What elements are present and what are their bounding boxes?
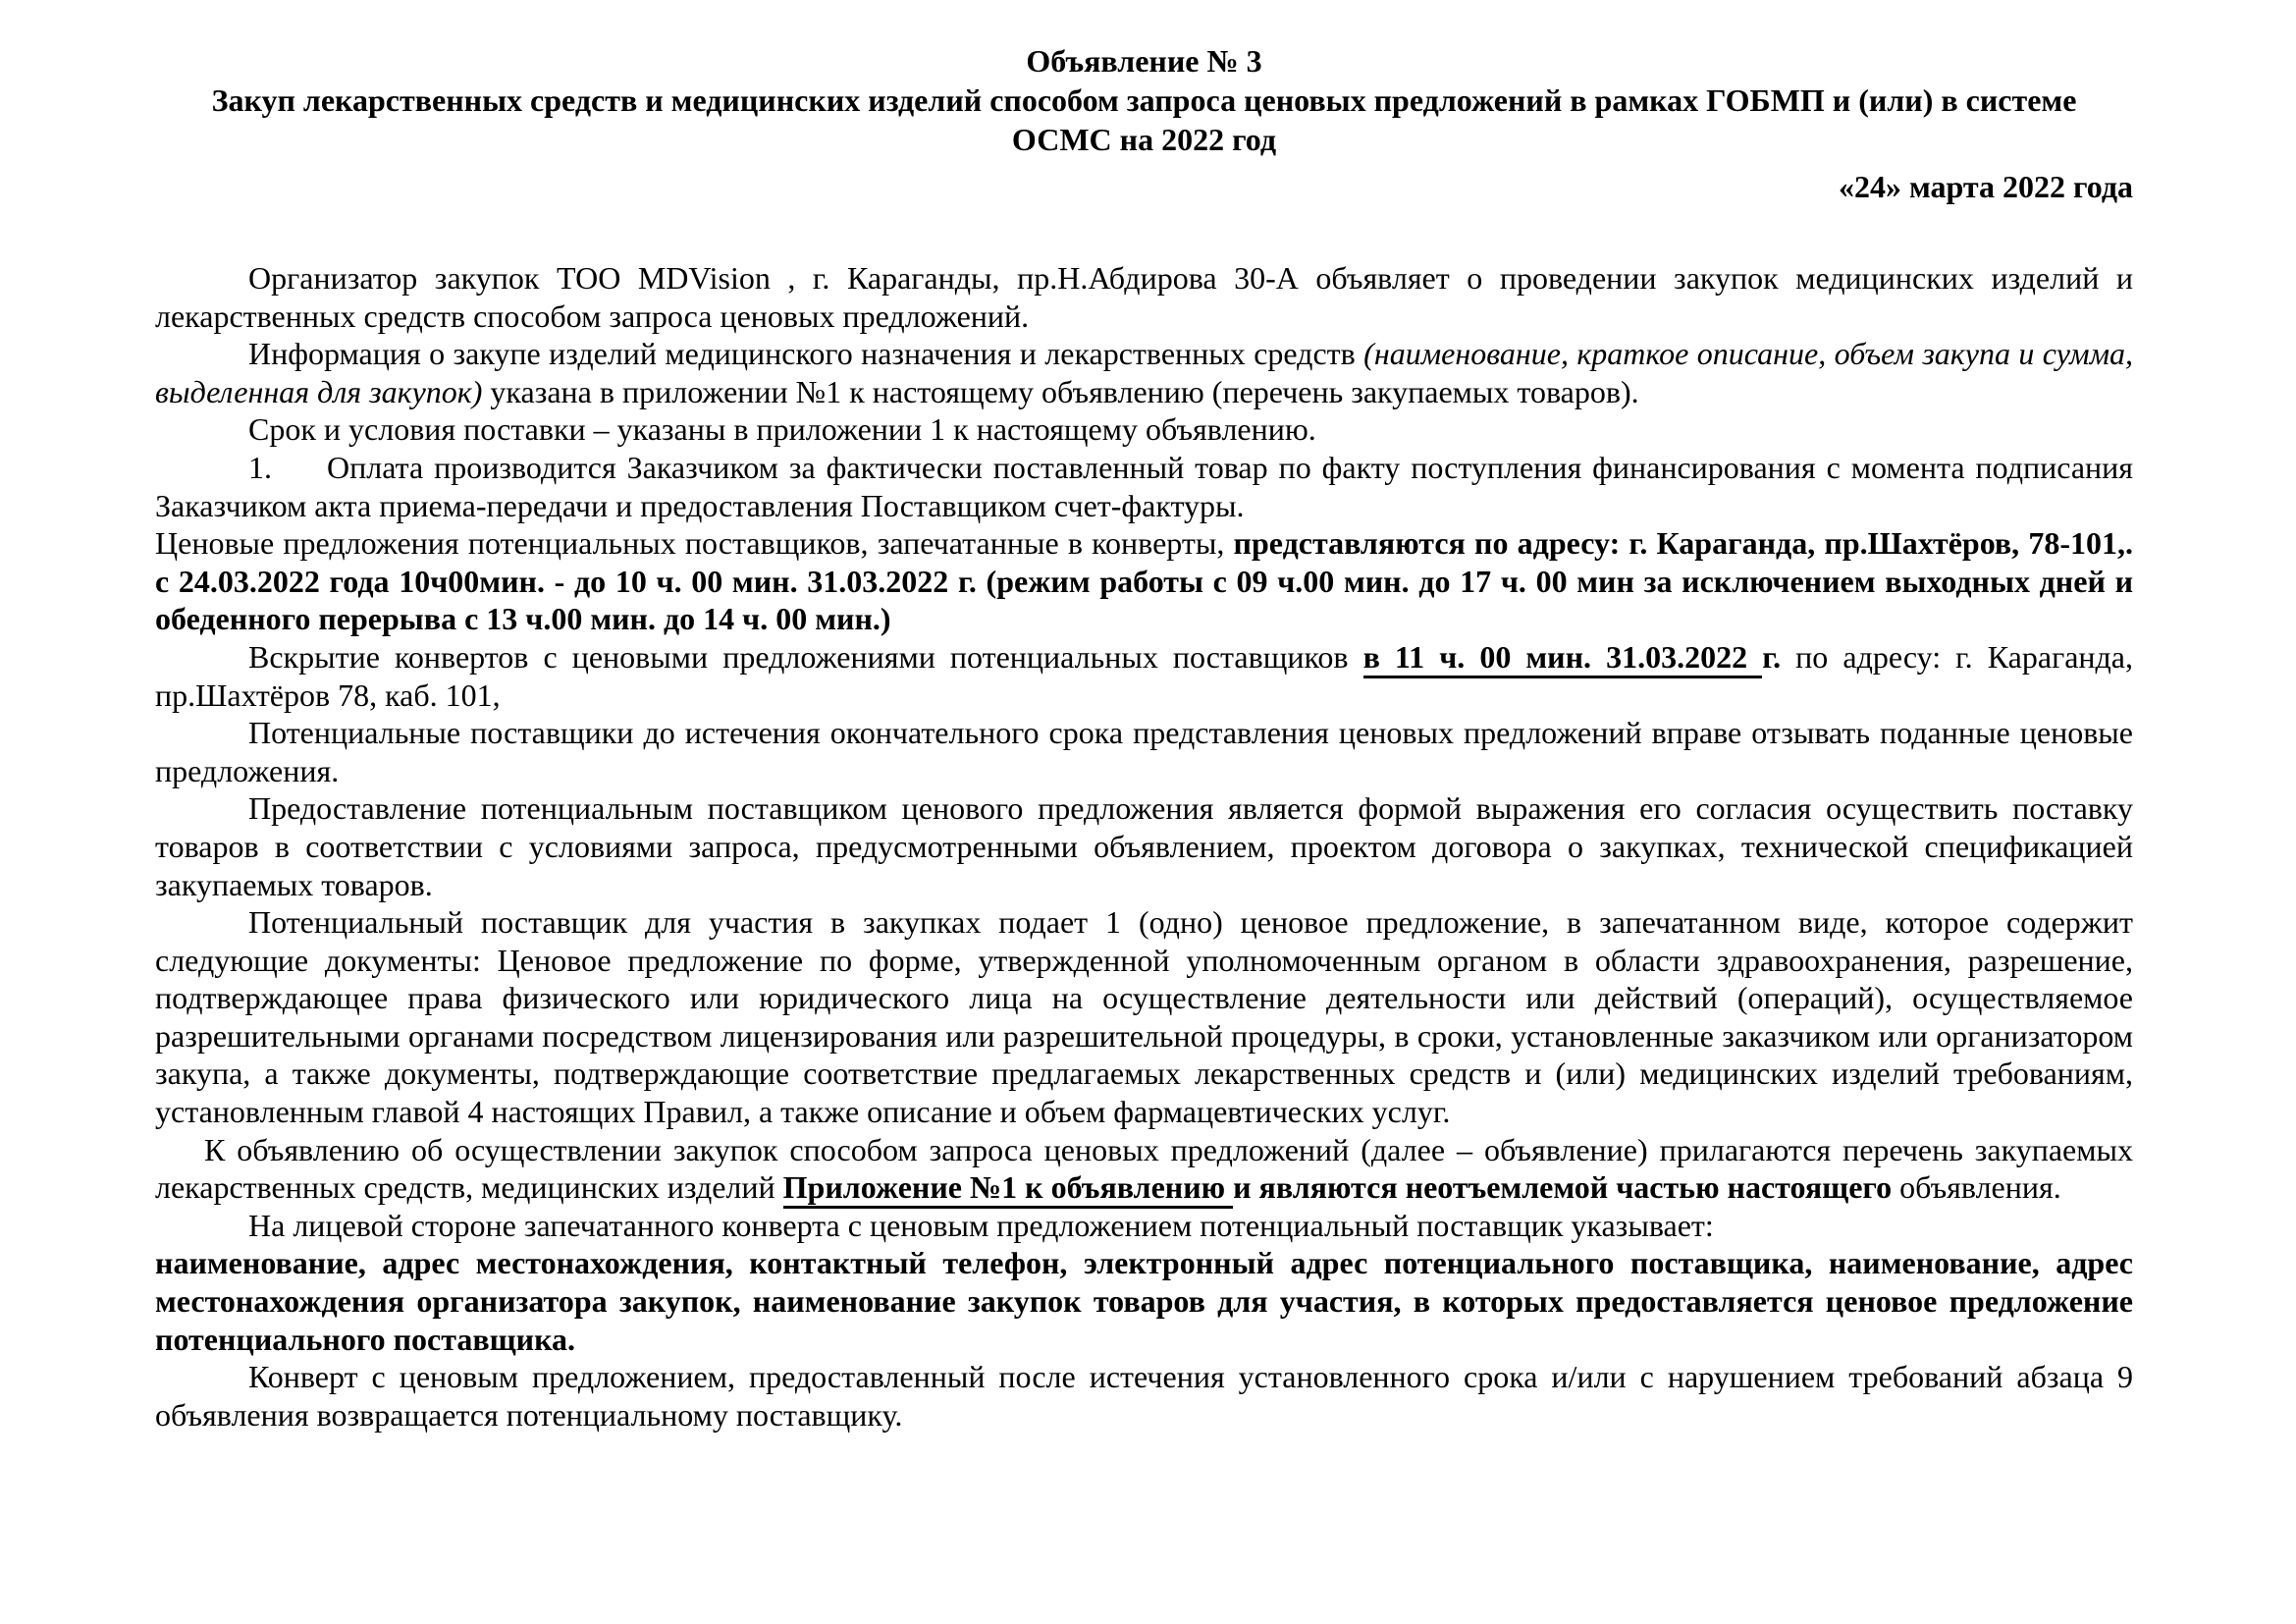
para-late-envelope bbox=[155, 1358, 2133, 1434]
text-run: Срок и условия поставки – указаны в приложении 1 к настоящему объявлению. bbox=[248, 411, 1316, 448]
para-offer-contents bbox=[155, 903, 2133, 1131]
para-envelope-opening bbox=[155, 638, 2133, 714]
para-annex-reference bbox=[155, 1131, 2133, 1207]
title-line-2: Закуп лекарственных средств и медицинских изделий способом запроса ценовых предложений в рамках ГОБМП и (или) в системе bbox=[211, 82, 2077, 118]
para-delivery-terms bbox=[155, 410, 2133, 449]
text-run: Ценовые предложения потенциальных поставщиков, запечатанные в конверты, bbox=[155, 525, 1234, 562]
document-date: «24» марта 2022 года bbox=[1838, 169, 2133, 204]
list-number: 1. bbox=[248, 449, 272, 485]
text-run: На лицевой стороне запечатанного конверта с ценовым предложением потенциальный поставщик указывает: bbox=[248, 1207, 1714, 1243]
text-run: Предоставление потенциальным поставщиком ценового предложения является формой выражения его согласия осуществить поставку товаров в соответствии с условиями запроса, предусмотренными объявлением, проектом договора о закупках, технической спецификацией закупаемых товаров. bbox=[155, 790, 2133, 902]
text-run: по адресу: г. Караганда, пр.Шахтёров 78, каб. 101, bbox=[155, 638, 2134, 713]
text-run-bold: г. bbox=[1762, 638, 1782, 675]
document-body bbox=[155, 259, 2133, 1434]
text-run-italic: (наименование, краткое описание, объем закупа и сумма, выделенная для закупок) bbox=[155, 336, 2134, 409]
para-organizer bbox=[155, 259, 2133, 335]
title-line-1: Объявление № 3 bbox=[1026, 43, 1262, 79]
text-run: К объявлению об осуществлении закупок способом запроса ценовых предложений (далее – объявление) прилагаются перечень закупаемых лекарственных средств, медицинских изделий bbox=[155, 1131, 2133, 1206]
text-run-bold: и являются неотъемлемой частью настоящего bbox=[1233, 1169, 1893, 1206]
text-run: Конверт с ценовым предложением, предоставленный после истечения установленного срока и/или с нарушением требований абзаца 9 объявления возвращается потенциальному поставщику. bbox=[155, 1359, 2133, 1433]
document-title bbox=[155, 41, 2133, 159]
text-run: объявления. bbox=[1892, 1169, 2061, 1206]
para-withdrawal-right bbox=[155, 714, 2133, 789]
para-info bbox=[155, 335, 2133, 410]
para-envelope-face bbox=[155, 1207, 2133, 1245]
text-run: Потенциальные поставщики до истечения окончательного срока представления ценовых предложений вправе отзывать поданные ценовые предложения. bbox=[155, 715, 2133, 788]
para-payment bbox=[155, 449, 2133, 524]
para-price-offers-address bbox=[155, 524, 2133, 638]
text-run-bold: наименование, адрес местонахождения, контактный телефон, электронный адрес потенциального поставщика, наименование, адрес местонахождения организатора закупок, наименование закупок товаров для участия, в которых предоставляется ценовое предложение потенциального поставщика. bbox=[155, 1245, 2133, 1357]
annex-link-highlight: Приложение №1 к объявлению bbox=[783, 1169, 1233, 1209]
address-highlight: представляются по адресу: г. Караганда, пр.Шахтёров, 78-101,. с 24.03.2022 года 10ч00мин. - до 10 ч. 00 мин. 31.03.2022 г. (режим работы с 09 ч.00 мин. до 17 ч. 00 мин за исключением выходных дней и обеденного перерыва с 13 ч.00 мин. до 14 ч. 00 мин.) bbox=[155, 525, 2134, 637]
text-run: Оплата производится Заказчиком за фактически поставленный товар по факту поступления финансирования с момента подписания Заказчиком акта приема-передачи и предоставления Поставщиком счет-фактуры. bbox=[155, 449, 2133, 523]
text-run: Организатор закупок ТОО MDVision , г. Караганды, пр.Н.Абдирова 30-А объявляет о проведении закупок медицинских изделий и лекарственных средств способом запроса ценовых предложений. bbox=[155, 260, 2133, 334]
para-offer-consent bbox=[155, 789, 2133, 903]
title-line-3: ОСМС на 2022 год bbox=[1011, 122, 1277, 157]
text-run: Потенциальный поставщик для участия в закупках подает 1 (одно) ценовое предложение, в запечатанном виде, которое содержит следующие документы: Ценовое предложение по форме, утвержденной уполномоченным органом в области здравоохранения, разрешение, подтверждающее права физического или юридического лица на осуществление деятельности или действий (операций), осуществляемое разрешительными органами посредством лицензирования или разрешительной процедуры, в сроки, установленные заказчиком или организатором закупа, а также документы, подтверждающие соответствие предлагаемых лекарственных средств и (или) медицинских изделий требованиям, установленным главой 4 настоящих Правил, а также описание и объем фармацевтических услуг. bbox=[155, 904, 2133, 1130]
text-run: Информация о закупе изделий медицинского назначения и лекарственных средств bbox=[248, 336, 1364, 372]
opening-deadline-highlight: в 11 ч. 00 мин. 31.03.2022 bbox=[1363, 639, 1763, 678]
para-envelope-face-details bbox=[155, 1244, 2133, 1358]
text-run: указана в приложении №1 к настоящему объявлению (перечень закупаемых товаров). bbox=[482, 373, 1639, 409]
text-run: Вскрытие конвертов с ценовыми предложениями потенциальных поставщиков bbox=[248, 638, 1363, 675]
